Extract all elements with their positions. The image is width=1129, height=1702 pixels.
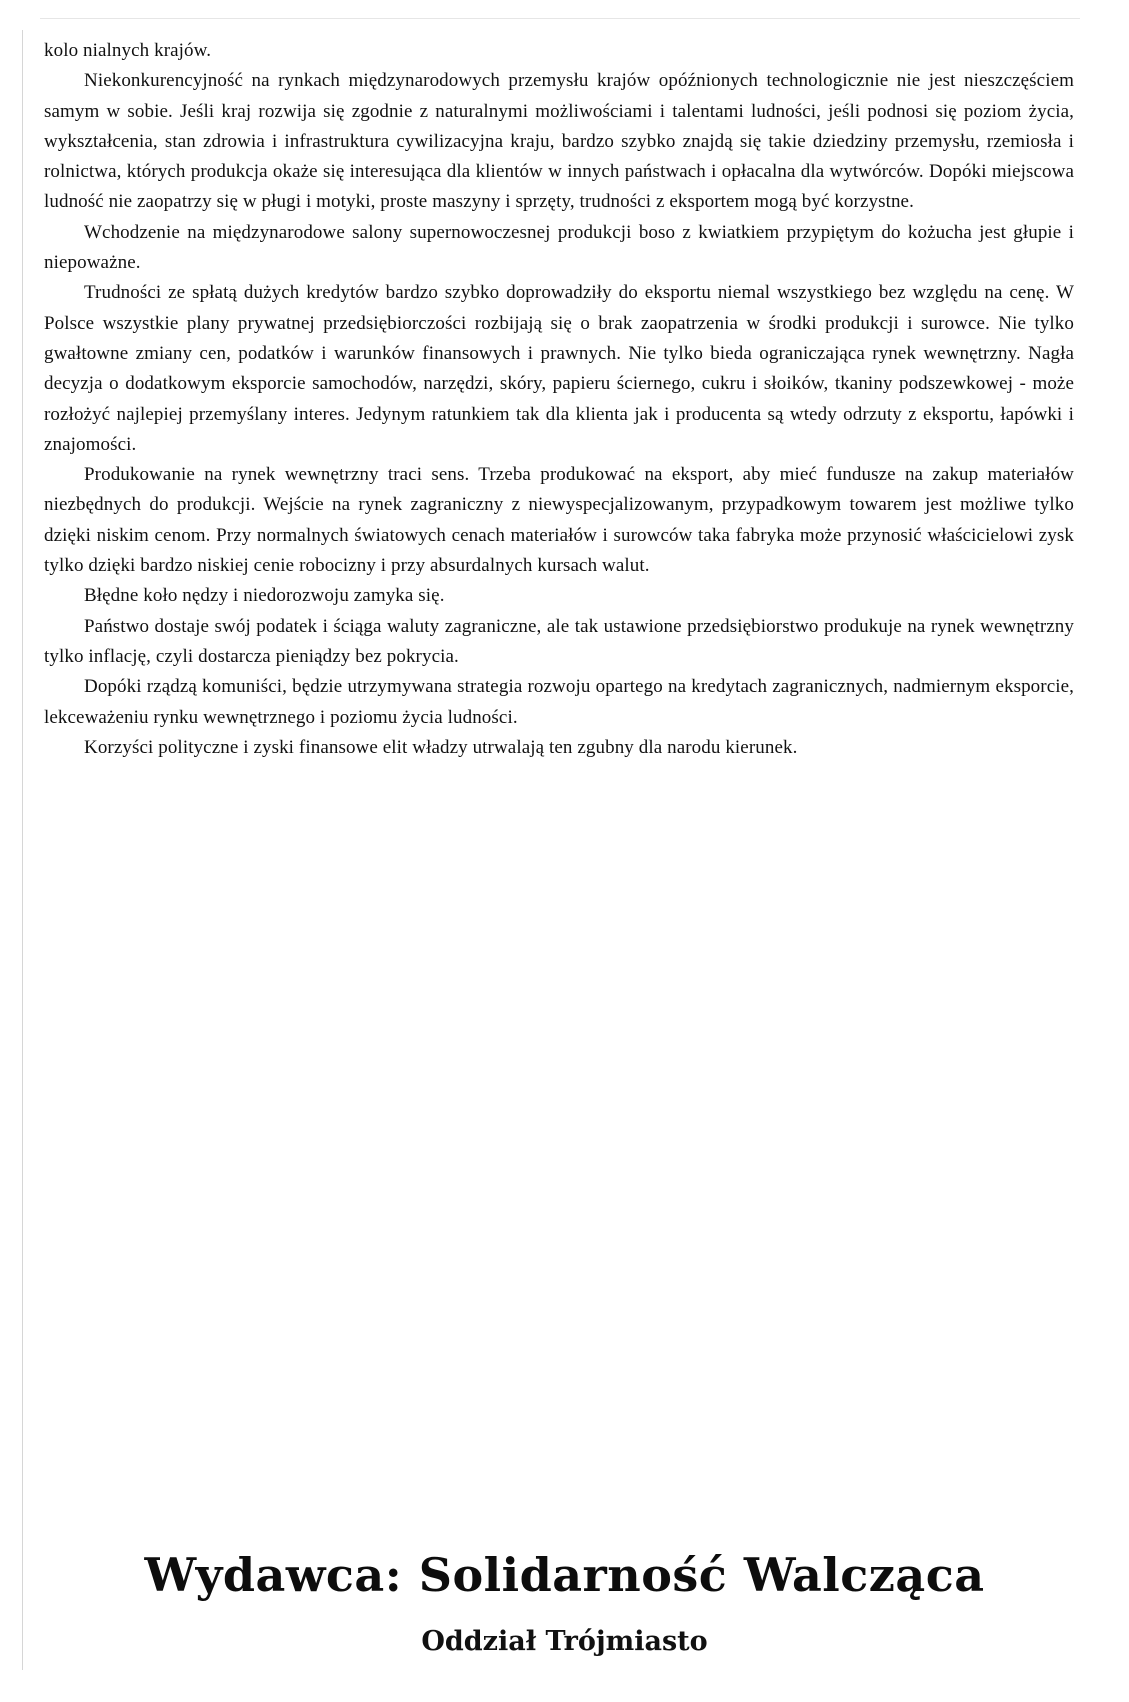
publisher-line: Wydawca: Solidarność Walcząca — [144, 1548, 985, 1602]
paragraph-vicious-circle: Błędne koło nędzy i niedorozwoju zamyka się. — [84, 585, 445, 607]
paragraph-competitiveness: Niekonkurencyjność na rynkach międzynarodowych przemysłu krajów opóźnionych technologicznie nie jest nieszczęściem samym w sobie. Jeśli kraj rozwija się zgodnie z naturalnymi możliwościami i talentami ludności, jeśli podnosi się poziom życia, wykształcenia, stan zdrowia i infrastruktura cywilizacyjna kraju, bardzo szybko znajdą się takie dziedziny przemysłu, rzemiosła i rolnictwa, których produkcja okaże się interesująca dla klientów w innych państwach i opłacalna dla wytwórców. Dopóki miejscowa ludność nie zaopatrzy się w pługi i motyki, proste maszyny i sprzęty, trudności z eksportem mogą być korzystne. — [44, 70, 1074, 213]
paragraph-communists: Dopóki rządzą komuniści, będzie utrzymywana strategia rozwoju opartego na kredytach zagranicznych, nadmiernym eksporcie, lekceważeniu rynku wewnętrznego i poziomu życia ludności. — [44, 676, 1074, 728]
article-body — [44, 36, 1074, 763]
paragraph-continuation: kolo nialnych krajów. — [44, 40, 212, 61]
paragraph-state-tax: Państwo dostaje swój podatek i ściąga waluty zagraniczne, ale tak ustawione przedsiębiorstwo produkuje na rynek wewnętrzny tylko inflację, czyli dostarcza pieniądzy bez pokrycia. — [44, 615, 1074, 667]
paragraph-elites: Korzyści polityczne i zyski finansowe elit władzy utrwalają ten zgubny dla narodu kierunek. — [84, 736, 798, 758]
top-edge-rule — [40, 18, 1080, 19]
paragraph-credits: Trudności ze spłatą dużych kredytów bardzo szybko doprowadziły do eksportu niemal wszystkiego bez względu na cenę. W Polsce wszystkie plany prywatnej przedsiębiorczości rozbijają się o brak zaopatrzenia w środki produkcji i surowce. Nie tylko gwałtowne zmiany cen, podatków i warunków finansowych i prawnych. Nie tylko bieda ograniczająca rynek wewnętrzny. Nagła decyzja o dodatkowym eksporcie samochodów, narzędzi, skóry, papieru ściernego, cukru i słoików, tkaniny podszewkowej - może rozłożyć najlepiej przemyślany interes. Jedynym ratunkiem tak dla klienta jak i producenta są wtedy odrzuty z eksportu, łapówki i znajomości. — [44, 282, 1074, 455]
paragraph-internal-market: Produkowanie na rynek wewnętrzny traci sens. Trzeba produkować na eksport, aby mieć fundusze na zakup materiałów niezbędnych do produkcji. Wejście na rynek zagraniczny z niewyspecjalizowanym, przypadkowym towarem jest możliwe tylko dzięki niskim cenom. Przy normalnych światowych cenach materiałów i surowców taka fabryka może przynosić właścicielowi zysk tylko dzięki bardzo niskiej cenie robocizny i przy absurdalnych kursach walut. — [44, 464, 1074, 577]
left-edge-line — [22, 30, 23, 1670]
branch-line: Oddział Trójmiasto — [421, 1626, 708, 1657]
paragraph-salons: Wchodzenie na międzynarodowe salony supernowoczesnej produkcji boso z kwiatkiem przypiętym do kożucha jest głupie i niepoważne. — [44, 221, 1074, 274]
